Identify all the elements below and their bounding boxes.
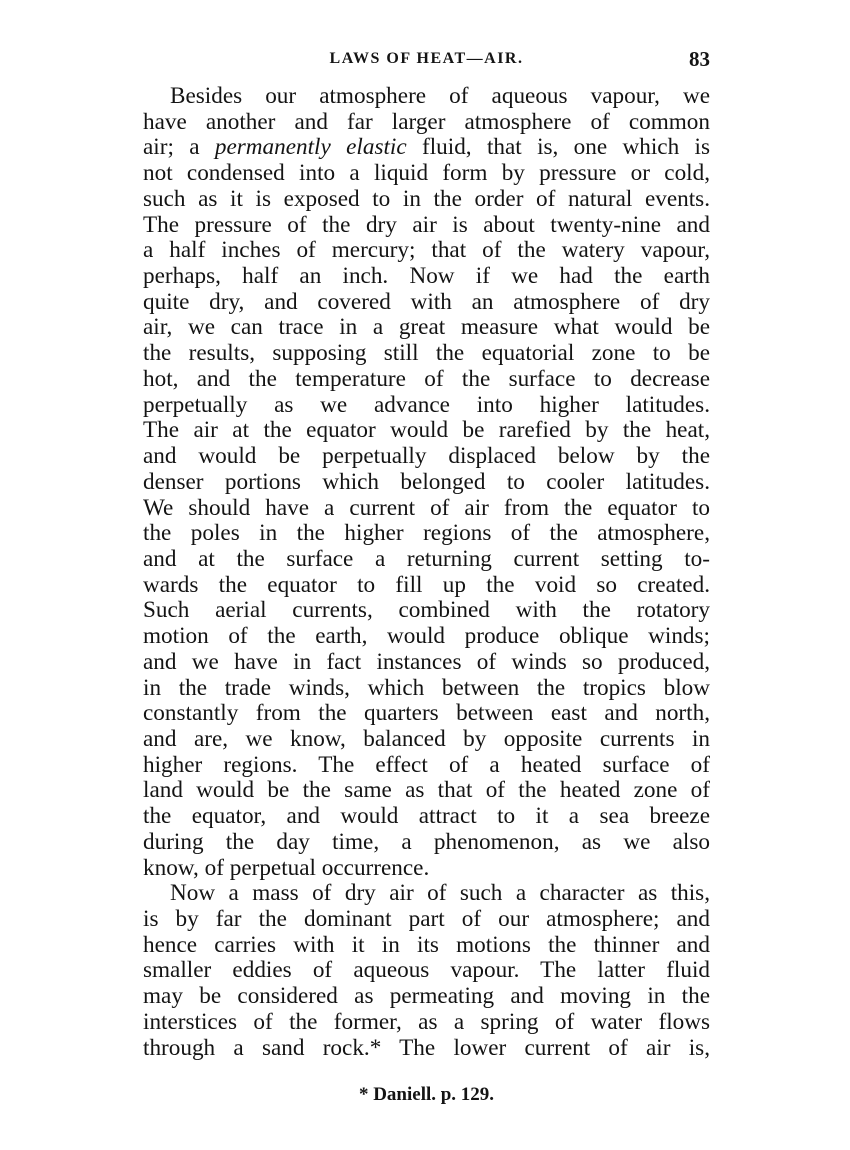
text-line: quite dry, and covered with an atmosphere of dry — [143, 288, 710, 315]
text-line: and would be perpetually displaced below by the — [143, 443, 710, 470]
text-line: have another and far larger atmosphere of common — [143, 108, 710, 135]
text-fragment: air; a — [143, 134, 215, 161]
running-title: LAWS OF HEAT—AIR. — [329, 50, 524, 67]
text-line: land would be the same as that of the heated zone of — [143, 777, 710, 804]
text-line: not condensed into a liquid form by pressure or cold, — [143, 160, 710, 187]
text-line: and are, we know, balanced by opposite currents in — [143, 725, 710, 752]
text-line: Besides our atmosphere of aqueous vapour, we — [170, 83, 710, 109]
running-head — [143, 44, 710, 74]
text-line: higher regions. The effect of a heated surface of — [143, 751, 710, 778]
text-fragment: fluid, that is, one which is — [406, 134, 710, 161]
text-line: The air at the equator would be rarefied by the heat, — [143, 417, 710, 444]
text-line: Such aerial currents, combined with the rotatory — [143, 597, 710, 624]
text-line: the equator, and would attract to it a sea breeze — [143, 803, 710, 830]
text-line: wards the equator to fill up the void so created. — [143, 571, 710, 598]
text-line: smaller eddies of aqueous vapour. The latter fluid — [143, 957, 710, 984]
footnote: * Daniell. p. 129. — [358, 1084, 495, 1105]
text-line: a half inches of mercury; that of the watery vapour, — [143, 237, 710, 264]
italic-phrase: permanently elastic — [214, 134, 407, 161]
text-line: perpetually as we advance into higher latitudes. — [143, 391, 710, 418]
text-line — [143, 135, 710, 161]
text-line: know, of perpetual occurrence. — [143, 854, 430, 881]
text-line: such as it is exposed to in the order of natural events. — [143, 185, 710, 212]
text-line: in the trade winds, which between the tropics blow — [143, 674, 710, 701]
text-line: denser portions which belonged to cooler latitudes. — [143, 468, 710, 495]
text-line: and we have in fact instances of winds so produced, — [143, 648, 710, 675]
text-line: may be considered as permeating and moving in the — [143, 983, 710, 1010]
text-line: the results, supposing still the equatorial zone to be — [143, 340, 710, 367]
text-line: constantly from the quarters between east and north, — [143, 700, 710, 727]
text-line: during the day time, a phenomenon, as we also — [143, 828, 710, 855]
text-line: Now a mass of dry air of such a character as this, — [170, 880, 710, 907]
text-line: is by far the dominant part of our atmosphere; and — [143, 906, 710, 932]
text-line: through a sand rock.* The lower current of air is, — [143, 1034, 710, 1061]
text-line: and at the surface a returning current setting to- — [143, 545, 710, 572]
text-line: perhaps, half an inch. Now if we had the earth — [143, 263, 710, 290]
body-text — [143, 84, 710, 1061]
text-line: hence carries with it in its motions the thinner and — [143, 931, 710, 958]
text-line: The pressure of the dry air is about twenty-nine and — [143, 211, 710, 238]
page-number: 83 — [689, 47, 710, 71]
text-line: the poles in the higher regions of the atmosphere, — [143, 520, 710, 547]
text-line: interstices of the former, as a spring of water flows — [143, 1008, 710, 1035]
text-line: We should have a current of air from the equator to — [143, 494, 710, 521]
text-line: motion of the earth, would produce oblique winds; — [143, 623, 710, 650]
text-line: hot, and the temperature of the surface to decrease — [143, 365, 710, 392]
text-line: air, we can trace in a great measure what would be — [143, 314, 710, 341]
